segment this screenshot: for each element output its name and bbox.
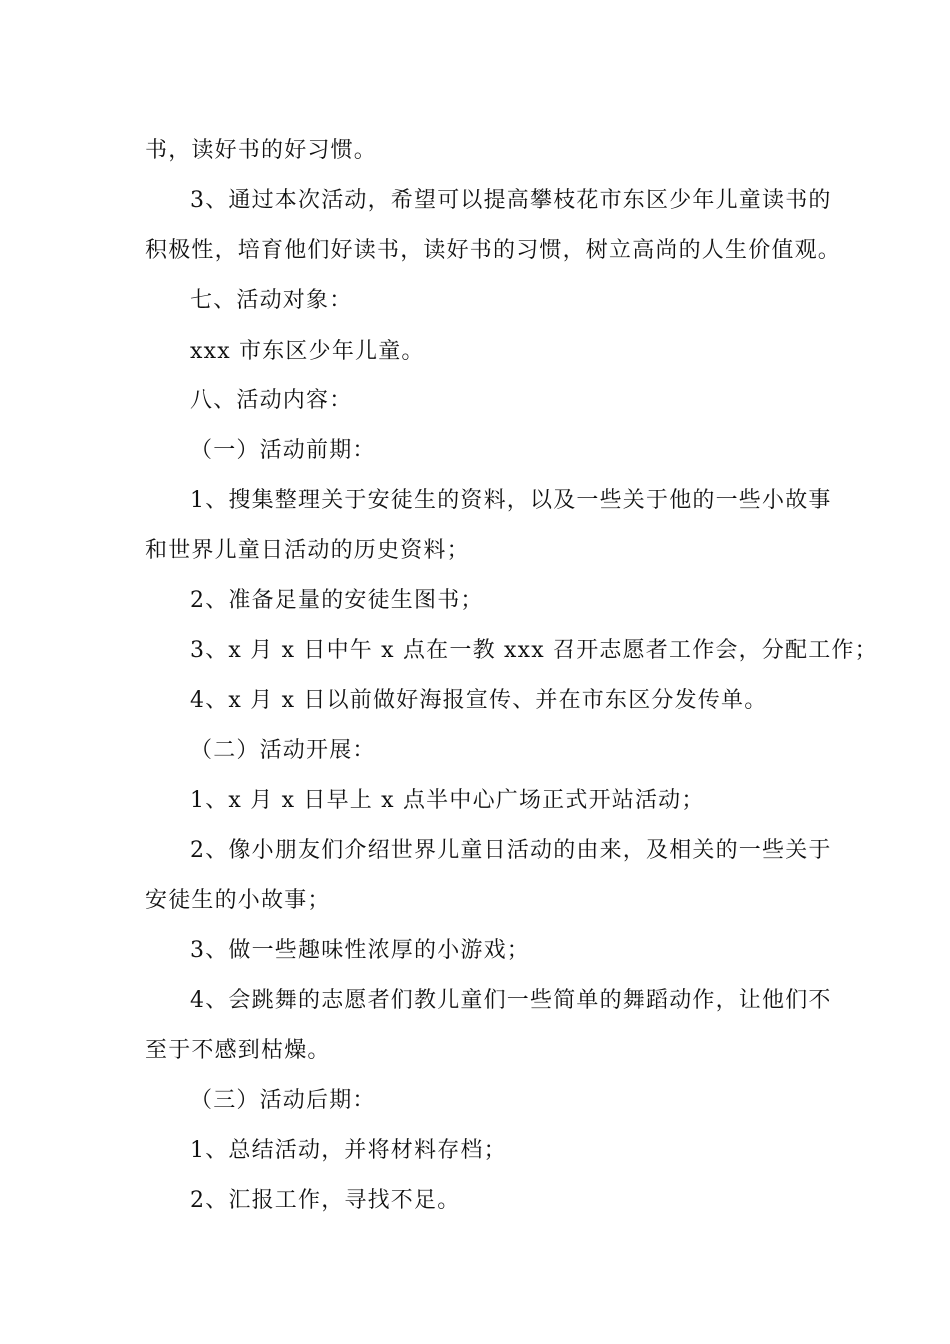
- paragraph-line: 书，读好书的好习惯。: [145, 138, 378, 163]
- paragraph-line: 至于不感到枯燥。: [145, 1038, 331, 1063]
- list-item: 1、总结活动，并将材料存档；: [190, 1138, 507, 1163]
- list-item: 2、汇报工作，寻找不足。: [190, 1188, 461, 1213]
- section-heading: 八、活动内容：: [190, 388, 353, 413]
- paragraph-line: 安徒生的小故事；: [145, 888, 331, 913]
- list-item: 4、会跳舞的志愿者们教儿童们一些简单的舞蹈动作，让他们不: [190, 988, 832, 1013]
- paragraph-line: 和世界儿童日活动的历史资料；: [145, 538, 470, 563]
- subsection-heading: （三）活动后期：: [190, 1088, 376, 1113]
- list-item: 3、x 月 x 日中午 x 点在一教 xxx 召开志愿者工作会，分配工作；: [190, 638, 878, 663]
- paragraph-line: 积极性，培育他们好读书，读好书的习惯，树立高尚的人生价值观。: [145, 238, 842, 263]
- list-item: 1、搜集整理关于安徒生的资料，以及一些关于他的一些小故事: [190, 488, 832, 513]
- subsection-heading: （一）活动前期：: [190, 438, 376, 463]
- paragraph-line: 3、通过本次活动，希望可以提高攀枝花市东区少年儿童读书的: [190, 188, 832, 213]
- list-item: 2、像小朋友们介绍世界儿童日活动的由来，及相关的一些关于: [190, 838, 832, 863]
- list-item: 2、准备足量的安徒生图书；: [190, 588, 484, 613]
- list-item: 3、做一些趣味性浓厚的小游戏；: [190, 938, 530, 963]
- subsection-heading: （二）活动开展：: [190, 738, 376, 763]
- list-item: 1、x 月 x 日早上 x 点半中心广场正式开站活动；: [190, 788, 705, 813]
- paragraph-line: xxx 市东区少年儿童。: [190, 339, 425, 364]
- section-heading: 七、活动对象：: [190, 288, 353, 313]
- list-item: 4、x 月 x 日以前做好海报宣传、并在市东区分发传单。: [190, 688, 768, 713]
